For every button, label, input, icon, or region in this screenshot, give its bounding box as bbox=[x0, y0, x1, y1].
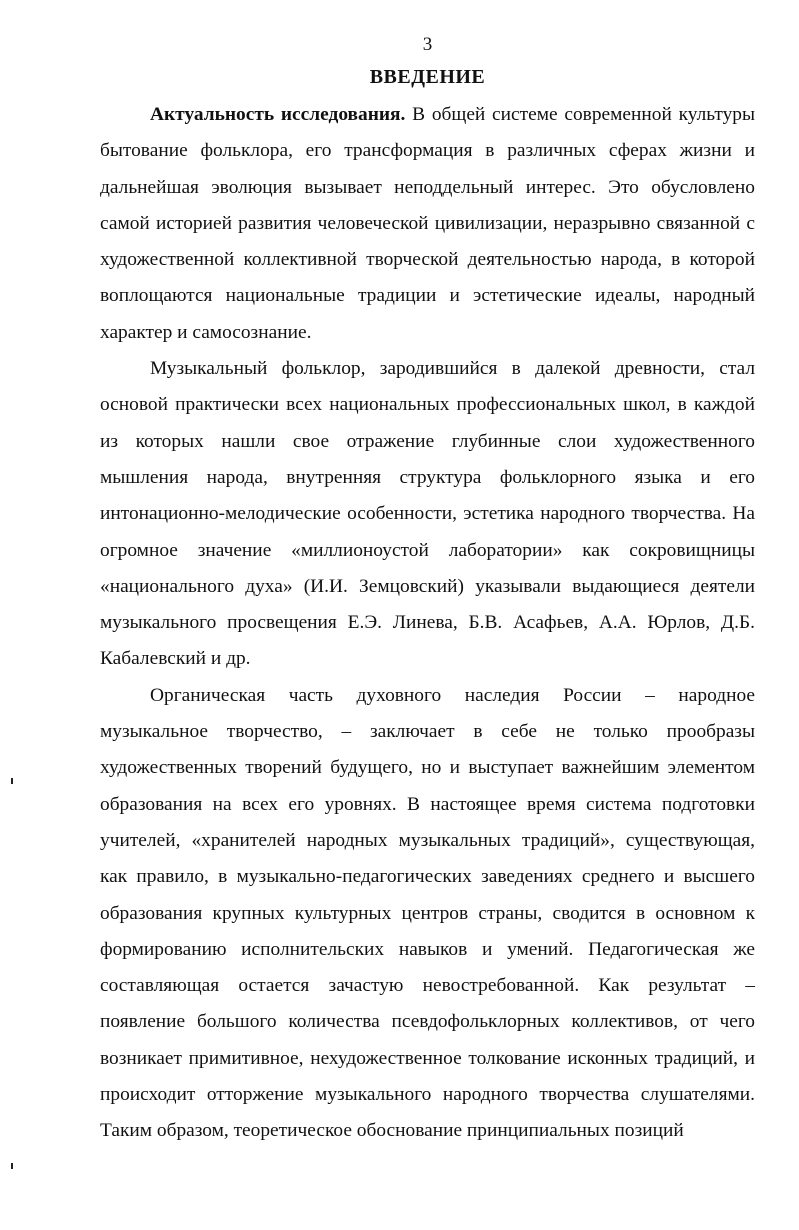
page-number: 3 bbox=[422, 34, 433, 55]
page-title: ВВЕДЕНИЕ bbox=[369, 66, 486, 88]
paragraph-lead: Актуальность исследования. bbox=[150, 104, 406, 125]
paragraph-music-folklore: Музыкальный фольклор, зародившийся в далекой древности, стал основой практически всех национальных профессиональных школ, в каждой из которых нашли свое отражение глубинные слои художественного мышления народа, внутренняя структура фольклорного языка и его интонационно-мелодические особенности, эстетика народного творчества. На огромное значение «миллионоустой лаборатории» как сокровищницы «национального духа» (И.И. Земцовский) указывали выдающиеся деятели музыкального просвещения Е.Э. Линева, Б.В. Асафьев, А.А. Юрлов, Д.Б. Кабалевский и др. bbox=[100, 358, 755, 670]
scan-mark bbox=[11, 1163, 13, 1169]
document-body bbox=[100, 97, 755, 1150]
paragraph-heritage: Органическая часть духовного наследия России – народное музыкальное творчество, – заключает в себе не только прообразы художественных творений будущего, но и выступает важнейшим элементом образования на всех его уровнях. В настоящее время система подготовки учителей, «хранителей народных музыкальных традиций», существующая, как правило, в музыкально-педагогических заведениях среднего и высшего образования крупных культурных центров страны, сводится в основном к формированию исполнительских навыков и умений. Педагогическая же составляющая остается зачастую невостребованной. Как результат – появление большого количества псевдофольклорных коллективов, от чего возникает примитивное, нехудожественное толкование исконных традиций, и происходит отторжение музыкального народного творчества слушателями. Таким образом, теоретическое обоснование принципиальных позиций bbox=[100, 684, 755, 1142]
paragraph-text: В общей системе современной культуры бытование фольклора, его трансформация в различных сферах жизни и дальнейшая эволюция вызывает неподдельный интерес. Это обусловлено самой историей развития человеческой цивилизации, неразрывно связанной с художественной коллективной творческой деятельностью народа, в которой воплощаются национальные традиции и эстетические идеалы, народный характер и самосознание. bbox=[100, 104, 755, 343]
scan-mark bbox=[11, 778, 13, 784]
paragraph-relevance bbox=[100, 97, 755, 351]
